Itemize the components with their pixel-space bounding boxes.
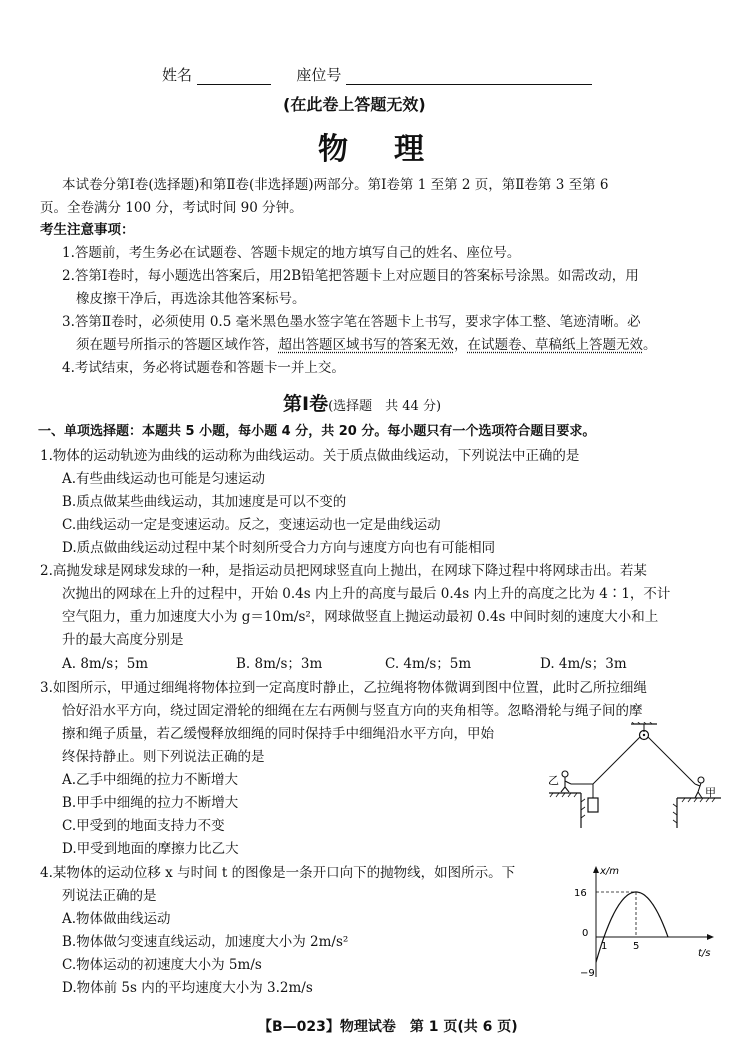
tick-5: 5 [633,941,640,952]
intro-line-2: 页。全卷满分 100 分，考试时间 90 分钟。 [40,200,303,216]
q2-option-a: A. 8m/s；5m [62,656,149,672]
q4-option-d: D.物体前 5s 内的平均速度大小为 3.2m/s [62,980,313,996]
note-3b-end: 。 [643,337,657,353]
q2-option-d: D. 4m/s；3m [540,656,627,672]
label-yi: 乙 [548,774,559,787]
footer-code: 【B—023】 [258,1019,340,1035]
tick-1: 1 [601,941,608,952]
footer-text: 物理试卷 第 1 页(共 6 页) [339,1019,518,1035]
q3-line-4: 终保持静止。则下列说法正确的是 [62,749,265,765]
q4-option-c: C.物体运动的初速度大小为 5m/s [62,957,262,973]
q3-option-a: A.乙手中细绳的拉力不断增大 [62,772,239,788]
x-axis-arrow [707,934,714,940]
label-jia: 甲 [705,786,716,799]
seat-blank [346,68,592,85]
q2-option-c: C. 4m/s；5m [385,656,472,672]
section-instructions: 一、单项选择题：本题共 5 小题，每小题 4 分，共 20 分。每小题只有一个选项符合题目要求。 [38,424,596,439]
q1-option-c: C.曲线运动一定是变速运动。反之，变速运动也一定是曲线运动 [62,517,441,533]
note-3b [76,336,657,354]
q1-option-d: D.质点做曲线运动过程中某个时刻所受合力方向与速度方向也有可能相同 [62,540,496,556]
subject-title: 物理 [318,132,470,167]
name-label: 姓名 [162,66,193,84]
q2-option-b: B. 8m/s；3m [236,656,323,672]
q1-stem: 1.物体的运动轨迹为曲线的运动称为曲线运动。关于质点做曲线运动，下列说法中正确的是 [40,448,580,464]
tick-16: 16 [574,888,587,899]
q3-option-c: C.甲受到的地面支持力不变 [62,818,225,834]
hanging-object [588,798,598,812]
tick-0: 0 [582,928,589,939]
note-2a: 2.答第Ⅰ卷时，每小题选出答案后，用2B铅笔把答题卡上对应题目的答案标号涂黑。如需改动，用 [62,268,639,284]
q1-option-b: B.质点做某些曲线运动，其加速度是可以不变的 [62,494,347,510]
note-3b-mid: ， [454,337,468,353]
q4-option-a: A.物体做曲线运动 [62,911,171,927]
q2-line-2: 次抛出的网球在上升的过程中，开始 0.4s 内上升的高度与最后 0.4s 内上升的高度之比为 4∶1，不计 [62,586,671,602]
note-4: 4.考试结束，务必将试题卷和答题卡一并上交。 [62,360,345,376]
y-axis-label: x/m [600,866,620,877]
invalid-notice: (在此卷上答题无效) [283,95,426,114]
x-t-graph [560,862,720,982]
section-title [283,389,441,416]
note-3b-emph-2: 在试题卷、草稿纸上答题无效 [467,337,643,353]
seat-label: 座位号 [296,66,342,84]
q2-line-3: 空气阻力，重力加速度大小为 g＝10m/s²，网球做竖直上抛运动最初 0.4s 中间时刻的速度大小和上 [62,609,659,625]
name-row [162,64,592,85]
q3-option-b: B.甲手中细绳的拉力不断增大 [62,795,239,811]
tick-neg9: −9 [580,968,595,979]
q4-option-b: B.物体做匀变速直线运动，加速度大小为 2m/s² [62,934,349,950]
x-axis-label: t/s [698,948,711,959]
q3-option-d: D.甲受到地面的摩擦力比乙大 [62,841,239,857]
q3-line-2: 恰好沿水平方向，绕过固定滑轮的细绳在左右两侧与竖直方向的夹角相等。忽略滑轮与绳子间的摩 [62,703,643,719]
notes-heading: 考生注意事项： [40,222,135,238]
person-jia [695,777,704,798]
section-title-main: 第Ⅰ卷 [283,393,329,415]
q4-line-1: 4.某物体的运动位移 x 与时间 t 的图像是一条开口向下的抛物线，如图所示。下 [40,865,516,881]
footer [258,1016,518,1036]
q4-line-2: 列说法正确的是 [62,888,157,904]
q3-line-1: 3.如图所示，甲通过细绳将物体拉到一定高度时静止，乙拉绳将物体微调到图中位置，此时乙所拉细绳 [40,680,647,696]
q1-option-a: A.有些曲线运动也可能是匀速运动 [62,471,266,487]
y-axis-arrow [593,866,599,873]
intro-line-1: 本试卷分第Ⅰ卷(选择题)和第Ⅱ卷(非选择题)两部分。第Ⅰ卷第 1 至第 2 页，第Ⅱ卷第 3 至第 6 [62,177,609,193]
q2-line-4: 升的最大高度分别是 [62,632,184,648]
name-blank [197,68,271,85]
person-yi [561,771,571,792]
pulley-figure [545,722,725,832]
note-3b-emph-1: 超出答题区域书写的答案无效 [278,337,454,353]
q3-line-3: 擦和绳子质量，若乙缓慢释放细绳的同时保持手中细绳沿水平方向，甲始 [62,726,494,742]
note-3b-pre: 须在题号所指示的答题区域作答， [76,337,279,353]
note-2b: 橡皮擦干净后，再选涂其他答案标号。 [76,291,306,307]
note-1: 1.答题前，考生务必在试题卷、答题卡规定的地方填写自己的姓名、座位号。 [62,245,521,261]
section-title-sub: (选择题 共 44 分) [328,399,442,414]
note-3a: 3.答第Ⅱ卷时，必须使用 0.5 毫米黑色墨水签字笔在答题卡上书写，要求字体工整、笔迹清晰。必 [62,314,641,330]
q2-line-1: 2.高抛发球是网球发球的一种，是指运动员把网球竖直向上抛出，在网球下降过程中将网球击出。若某 [40,563,647,579]
